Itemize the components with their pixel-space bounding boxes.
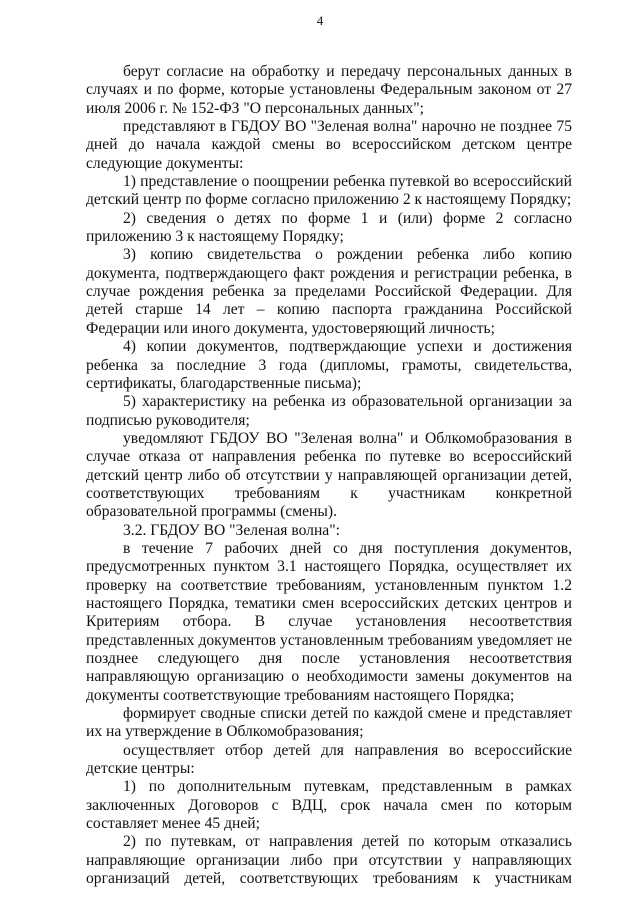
paragraph: 2) сведения о детях по форме 1 и (или) форме 2 согласно приложению 3 к настоящему Порядку; [86,209,572,246]
paragraph: 4) копии документов, подтверждающие успехи и достижения ребенка за последние 3 года (дипломы, грамоты, свидетельства, сертификаты, благодарственные письма); [86,338,572,392]
paragraph: 2) по путевкам, от направления детей по которым отказались направляющие организации либо при отсутствии у направляющих организаций детей, соответствующих требованиям к участникам [86,833,572,888]
paragraph: 3) копию свидетельства о рождении ребенка либо копию документа, подтверждающего факт рождения и регистрации ребенка, в случае рождения ребенка за пределами Российской Федерации. Для детей старше 14 лет – копию паспорта гражданина Российской Федерации или иного документа, удостоверяющий личность; [86,246,572,337]
paragraph: берут согласие на обработку и передачу персональных данных в случаях и по форме, которые установлены Федеральным законом от 27 июля 2006 г. № 152-ФЗ "О персональных данных"; [86,63,572,117]
paragraph: формирует сводные списки детей по каждой смене и представляет их на утверждение в Облкомобразования; [86,705,572,741]
paragraph: осуществляет отбор детей для направления во всероссийские детские центры: [86,741,572,778]
paragraph: 5) характеристику на ребенка из образовательной организации за подписью руководителя; [86,393,572,429]
paragraph: 1) по дополнительным путевкам, представленным в рамках заключенных Договоров с ВДЦ, срок начала смен по которым составляет менее 45 дней; [86,778,572,833]
document-body [86,63,572,888]
page-number: 4 [316,13,324,28]
paragraph: представляют в ГБДОУ ВО "Зеленая волна" нарочно не позднее 75 дней до начала каждой смены во всероссийском детском центре следующие документы: [86,118,572,172]
paragraph: в течение 7 рабочих дней со дня поступления документов, предусмотренных пунктом 3.1 настоящего Порядка, осуществляет их проверку на соответствие требованиям, установленным пунктом 1.2 настоящего Порядка, тематики смен всероссийских детских центров и Критериям отбора. В случае установления несоответствия представленных документов установленным требованиям уведомляет не позднее следующего дня после установления несоответствия направляющую организацию о необходимости замены документов на документы соответствующие требованиям настоящего Порядка; [86,539,572,704]
paragraph: уведомляют ГБДОУ ВО "Зеленая волна" и Облкомобразования в случае отказа от направления ребенка по путевке во всероссийский детский центр либо об отсутствии у направляющей организации детей, соответствующих требованиям к участникам конкретной образовательной программы (смены). [86,429,572,521]
paragraph: 1) представление о поощрении ребенка путевкой во всероссийский детский центр по форме согласно приложению 2 к настоящему Порядку; [86,173,572,209]
paragraph: 3.2. ГБДОУ ВО "Зеленая волна": [123,521,340,539]
